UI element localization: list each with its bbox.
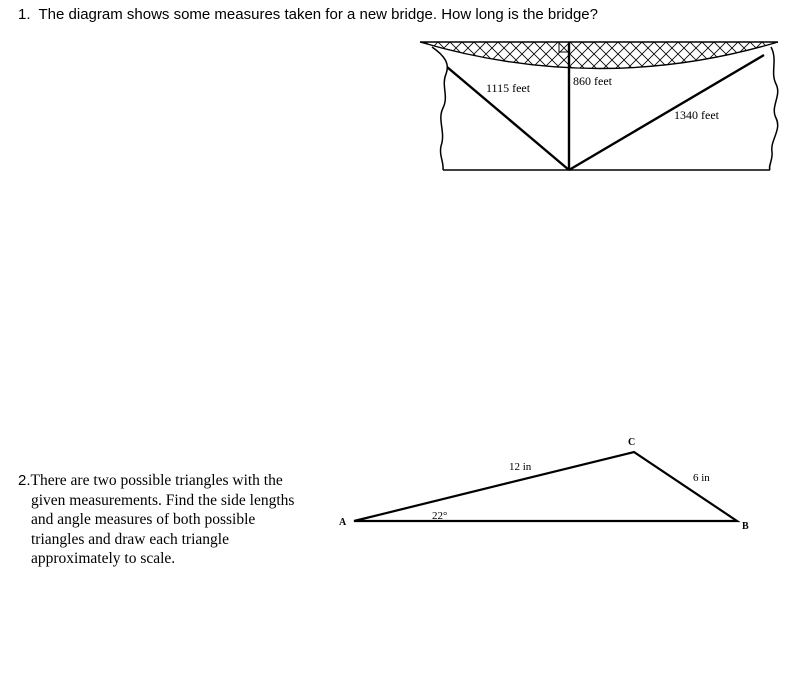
right-bank [770, 47, 778, 170]
triangle-abc [354, 452, 737, 521]
label-1340-feet: 1340 feet [674, 108, 719, 122]
question-2 [18, 471, 328, 569]
question-2-line-4: triangles and draw each triangle [31, 530, 229, 548]
bridge-diagram [420, 42, 778, 170]
label-1115-feet: 1115 feet [486, 81, 531, 95]
question-2-line-2: given measurements. Find the side lengths [31, 491, 295, 509]
vertex-c-label: C [628, 437, 636, 448]
label-860-feet: 860 feet [573, 74, 612, 88]
question-2-line-3: and angle measures of both possible [31, 511, 256, 529]
triangle-diagram [339, 437, 749, 532]
angle-a-label: 22° [432, 510, 448, 522]
question-2-line-1: There are two possible triangles with the [30, 472, 283, 489]
question-2-line-5: approximately to scale. [31, 550, 176, 568]
question-1-text: The diagram shows some measures taken for a new bridge. How long is the bridge? [38, 6, 598, 23]
segment-1340-feet [569, 55, 764, 170]
vertex-b-label: B [742, 521, 749, 532]
side-bc-label: 6 in [693, 472, 710, 484]
side-ac-label: 12 in [509, 461, 532, 473]
question-1-number: 1. [18, 6, 31, 23]
question-2-number: 2. [18, 472, 31, 489]
left-bank [432, 47, 447, 170]
vertex-a-label: A [339, 517, 347, 528]
